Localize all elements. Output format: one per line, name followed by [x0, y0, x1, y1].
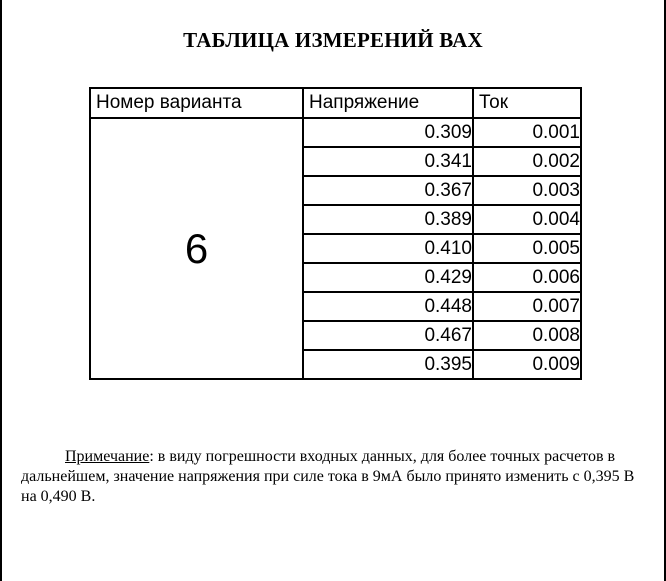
- voltage-cell: 0.341: [303, 147, 473, 176]
- header-voltage: Напряжение: [303, 88, 473, 118]
- footnote-text: : в виду погрешности входных данных, для более точных расчетов в дальнейшем, значение напряжения при силе тока в 9мА было принято изменить с 0,395 В на 0,490 В.: [21, 448, 635, 505]
- voltage-cell: 0.309: [303, 118, 473, 147]
- current-cell: 0.005: [473, 234, 581, 263]
- footnote-label: Примечание: [65, 448, 150, 465]
- current-cell: 0.007: [473, 292, 581, 321]
- current-cell: 0.009: [473, 350, 581, 379]
- voltage-cell: 0.367: [303, 176, 473, 205]
- current-cell: 0.004: [473, 205, 581, 234]
- table-header-row: [90, 88, 581, 118]
- current-cell: 0.008: [473, 321, 581, 350]
- voltage-cell: 0.429: [303, 263, 473, 292]
- voltage-cell: 0.389: [303, 205, 473, 234]
- document-title: ТАБЛИЦА ИЗМЕРЕНИЙ ВАХ: [183, 28, 483, 52]
- voltage-cell: 0.410: [303, 234, 473, 263]
- header-variant: Номер варианта: [90, 88, 303, 118]
- current-cell: 0.003: [473, 176, 581, 205]
- voltage-cell: 0.467: [303, 321, 473, 350]
- voltage-cell: 0.395: [303, 350, 473, 379]
- table-row: [90, 118, 581, 147]
- current-cell: 0.006: [473, 263, 581, 292]
- current-cell: 0.002: [473, 147, 581, 176]
- current-cell: 0.001: [473, 118, 581, 147]
- footnote: [21, 447, 641, 507]
- measurement-table: [89, 87, 582, 380]
- voltage-cell: 0.448: [303, 292, 473, 321]
- header-current: Ток: [473, 88, 581, 118]
- variant-number: 6: [90, 118, 303, 379]
